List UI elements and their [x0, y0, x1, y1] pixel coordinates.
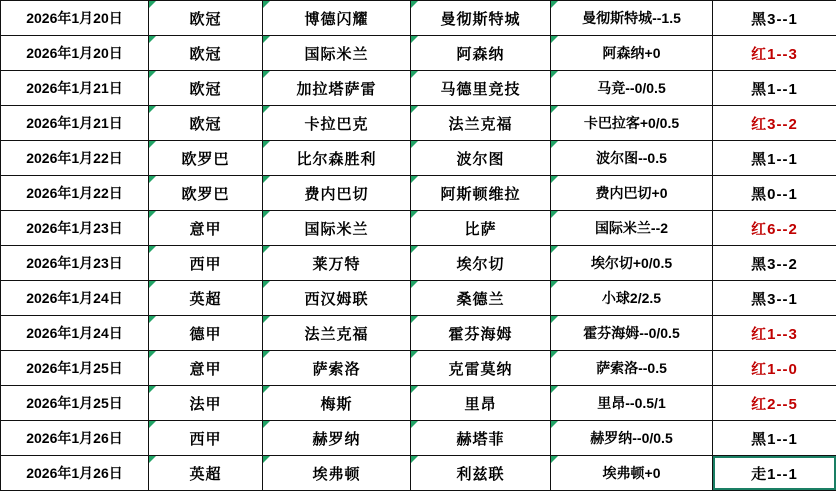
cell-league[interactable]: 英超	[149, 456, 263, 491]
cell-date[interactable]: 2026年1月25日	[1, 351, 149, 386]
table-row	[1, 71, 836, 106]
cell-result[interactable]: 红1--3	[713, 36, 836, 71]
cell-home-team[interactable]: 赫罗纳	[263, 421, 411, 456]
cell-league[interactable]: 欧冠	[149, 1, 263, 36]
table-row	[1, 211, 836, 246]
cell-date[interactable]: 2026年1月21日	[1, 71, 149, 106]
cell-handicap[interactable]: 赫罗纳--0/0.5	[551, 421, 713, 456]
cell-home-team[interactable]: 费内巴切	[263, 176, 411, 211]
cell-away-team[interactable]: 桑德兰	[411, 281, 551, 316]
cell-home-team[interactable]: 莱万特	[263, 246, 411, 281]
cell-handicap[interactable]: 国际米兰--2	[551, 211, 713, 246]
cell-result[interactable]: 红3--2	[713, 106, 836, 141]
cell-league[interactable]: 英超	[149, 281, 263, 316]
cell-result[interactable]: 黑1--1	[713, 71, 836, 106]
cell-away-team[interactable]: 阿斯顿维拉	[411, 176, 551, 211]
cell-date[interactable]: 2026年1月23日	[1, 211, 149, 246]
cell-home-team[interactable]: 西汉姆联	[263, 281, 411, 316]
cell-home-team[interactable]: 比尔森胜利	[263, 141, 411, 176]
cell-home-team[interactable]: 法兰克福	[263, 316, 411, 351]
cell-result[interactable]: 黑0--1	[713, 176, 836, 211]
cell-date[interactable]: 2026年1月26日	[1, 421, 149, 456]
cell-result[interactable]: 黑3--1	[713, 1, 836, 36]
cell-handicap[interactable]: 霍芬海姆--0/0.5	[551, 316, 713, 351]
cell-league[interactable]: 意甲	[149, 351, 263, 386]
table-row	[1, 141, 836, 176]
cell-league[interactable]: 西甲	[149, 246, 263, 281]
table-row	[1, 1, 836, 36]
cell-date[interactable]: 2026年1月24日	[1, 316, 149, 351]
cell-handicap[interactable]: 曼彻斯特城--1.5	[551, 1, 713, 36]
cell-away-team[interactable]: 波尔图	[411, 141, 551, 176]
cell-away-team[interactable]: 马德里竞技	[411, 71, 551, 106]
cell-league[interactable]: 欧罗巴	[149, 176, 263, 211]
cell-home-team[interactable]: 国际米兰	[263, 211, 411, 246]
cell-home-team[interactable]: 埃弗顿	[263, 456, 411, 491]
cell-away-team[interactable]: 埃尔切	[411, 246, 551, 281]
table-row	[1, 246, 836, 281]
cell-date[interactable]: 2026年1月21日	[1, 106, 149, 141]
cell-date[interactable]: 2026年1月22日	[1, 141, 149, 176]
cell-result[interactable]: 黑1--1	[713, 421, 836, 456]
cell-date[interactable]: 2026年1月23日	[1, 246, 149, 281]
cell-date[interactable]: 2026年1月22日	[1, 176, 149, 211]
cell-result[interactable]: 红6--2	[713, 211, 836, 246]
cell-league[interactable]: 欧罗巴	[149, 141, 263, 176]
cell-handicap[interactable]: 卡巴拉客+0/0.5	[551, 106, 713, 141]
cell-away-team[interactable]: 曼彻斯特城	[411, 1, 551, 36]
table-row	[1, 316, 836, 351]
cell-handicap[interactable]: 波尔图--0.5	[551, 141, 713, 176]
table-row	[1, 456, 836, 491]
cell-away-team[interactable]: 里昂	[411, 386, 551, 421]
cell-league[interactable]: 意甲	[149, 211, 263, 246]
cell-date[interactable]: 2026年1月20日	[1, 1, 149, 36]
table-row	[1, 351, 836, 386]
table-row	[1, 36, 836, 71]
cell-date[interactable]: 2026年1月24日	[1, 281, 149, 316]
cell-handicap[interactable]: 阿森纳+0	[551, 36, 713, 71]
table-row	[1, 106, 836, 141]
cell-handicap[interactable]: 马竞--0/0.5	[551, 71, 713, 106]
cell-away-team[interactable]: 赫塔菲	[411, 421, 551, 456]
cell-league[interactable]: 西甲	[149, 421, 263, 456]
cell-result-selected[interactable]: 走1--1	[713, 456, 836, 491]
cell-handicap[interactable]: 埃尔切+0/0.5	[551, 246, 713, 281]
cell-date[interactable]: 2026年1月26日	[1, 456, 149, 491]
cell-result[interactable]: 红1--0	[713, 351, 836, 386]
table-row	[1, 421, 836, 456]
cell-away-team[interactable]: 霍芬海姆	[411, 316, 551, 351]
table-row	[1, 176, 836, 211]
cell-league[interactable]: 欧冠	[149, 36, 263, 71]
cell-handicap[interactable]: 小球2/2.5	[551, 281, 713, 316]
cell-home-team[interactable]: 萨索洛	[263, 351, 411, 386]
cell-league[interactable]: 德甲	[149, 316, 263, 351]
cell-league[interactable]: 法甲	[149, 386, 263, 421]
cell-league[interactable]: 欧冠	[149, 106, 263, 141]
table-row	[1, 386, 836, 421]
cell-home-team[interactable]: 加拉塔萨雷	[263, 71, 411, 106]
cell-away-team[interactable]: 阿森纳	[411, 36, 551, 71]
cell-home-team[interactable]: 国际米兰	[263, 36, 411, 71]
cell-result[interactable]: 黑1--1	[713, 141, 836, 176]
cell-league[interactable]: 欧冠	[149, 71, 263, 106]
cell-result[interactable]: 黑3--1	[713, 281, 836, 316]
cell-home-team[interactable]: 梅斯	[263, 386, 411, 421]
cell-away-team[interactable]: 比萨	[411, 211, 551, 246]
cell-result[interactable]: 红1--3	[713, 316, 836, 351]
cell-result[interactable]: 红2--5	[713, 386, 836, 421]
cell-date[interactable]: 2026年1月25日	[1, 386, 149, 421]
cell-home-team[interactable]: 博德闪耀	[263, 1, 411, 36]
cell-result[interactable]: 黑3--2	[713, 246, 836, 281]
cell-away-team[interactable]: 法兰克福	[411, 106, 551, 141]
table-body	[1, 1, 836, 491]
cell-away-team[interactable]: 利兹联	[411, 456, 551, 491]
cell-away-team[interactable]: 克雷莫纳	[411, 351, 551, 386]
table-row	[1, 281, 836, 316]
cell-handicap[interactable]: 费内巴切+0	[551, 176, 713, 211]
cell-date[interactable]: 2026年1月20日	[1, 36, 149, 71]
cell-handicap[interactable]: 萨索洛--0.5	[551, 351, 713, 386]
cell-handicap[interactable]: 埃弗顿+0	[551, 456, 713, 491]
cell-handicap[interactable]: 里昂--0.5/1	[551, 386, 713, 421]
cell-home-team[interactable]: 卡拉巴克	[263, 106, 411, 141]
